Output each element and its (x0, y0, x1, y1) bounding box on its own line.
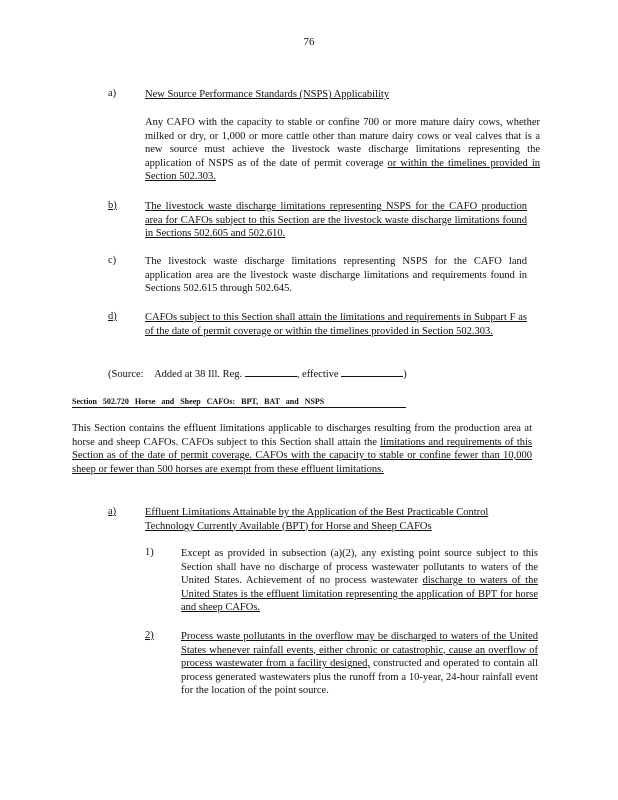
section-body-text: This Section contains the effluent limitations applicable to discharges resulting from the production area at horse and sheep CAFOs. CAFOs subject to this Section shall attain the (72, 423, 532, 448)
item-1-body-text: Except as provided in subsection (a)(2), any existing point source subject to this Section shall have no discharge of process wastewater pollutants to waters of the United States. Achievement of no process wastewater (181, 548, 538, 586)
item-a-body-underlined: or within the timelines provided in Section 502.303. (145, 157, 540, 182)
item-1-body-underlined: discharge to waters of the United States is the effluent limitation representing the application of BPT for horse and sheep CAFOs. (181, 575, 538, 613)
item-2-body (181, 630, 538, 698)
item-1-body (181, 547, 538, 615)
item-2-body-text: constructed and operated to contain all process generated wastewaters plus the runoff from a 10-year, 24-hour rainfall event for the location of the point source. (181, 658, 539, 696)
reg-blank (245, 366, 297, 377)
item-b-body: The livestock waste discharge limitations representing NSPS for the CAFO production area for CAFOs subject to this Section are the livestock waste discharge limitations found in Sections 502.605 and 502.610. (145, 201, 527, 239)
source-close: ) (403, 369, 407, 380)
item-2-label: 2) (145, 630, 154, 641)
source-note (108, 366, 468, 382)
item-2-body-underlined: Process waste pollutants in the overflow may be discharged to waters of the United States whenever rainfall events, either chronic or catastrophic, cause an overflow of process wastewater from a facility designed, (181, 631, 538, 669)
page-number: 76 (303, 36, 315, 48)
subsection-a-title: Effluent Limitations Attainable by the Application of the Best Practicable Control Technology Currently Available (BPT) for Horse and Sheep CAFOs (145, 507, 489, 532)
item-a-body (145, 116, 540, 184)
section-heading: Section 502.720 Horse and Sheep CAFOs: BPT, BAT and NSPS (72, 397, 325, 406)
source-open: (Source: (108, 369, 144, 380)
subsection-a-label: a) (108, 506, 117, 517)
section-heading-underline (72, 407, 406, 408)
section-body-underlined: limitations and requirements of this Section as of the date of permit coverage. CAFOs with the capacity to stable or confine fewer than 10,000 sheep or fewer than 500 horses are exempt from these effluent limitations. (72, 436, 532, 475)
item-b-label: b) (108, 200, 117, 211)
item-c-label: c) (108, 255, 117, 266)
item-1-label: 1) (145, 547, 154, 558)
item-d-label: d) (108, 311, 117, 322)
source-added: Added at 38 Ill. Reg. (154, 369, 243, 380)
source-effective: , effective (296, 369, 339, 380)
item-a-title: New Source Performance Standards (NSPS) Applicability (145, 89, 390, 100)
item-a-body-text: Any CAFO with the capacity to stable or confine 700 or more mature dairy cows, whether milked or dry, or 1,000 or more cattle other than mature dairy cows or veal calves that is a new source must achieve the livestock waste discharge limitations representing the application of NSPS as of the date of permit coverage (145, 117, 540, 169)
item-c-body: The livestock waste discharge limitations representing NSPS for the CAFO land application area are the livestock waste discharge limitations and requirements found in Sections 502.615 through 502.645. (145, 256, 527, 294)
item-d-body: CAFOs subject to this Section shall attain the limitations and requirements in Subpart F as of the date of permit coverage or within the timelines provided in Section 502.303. (145, 312, 527, 337)
item-a-label: a) (108, 88, 117, 99)
section-body (72, 422, 532, 476)
effective-blank (341, 366, 403, 377)
